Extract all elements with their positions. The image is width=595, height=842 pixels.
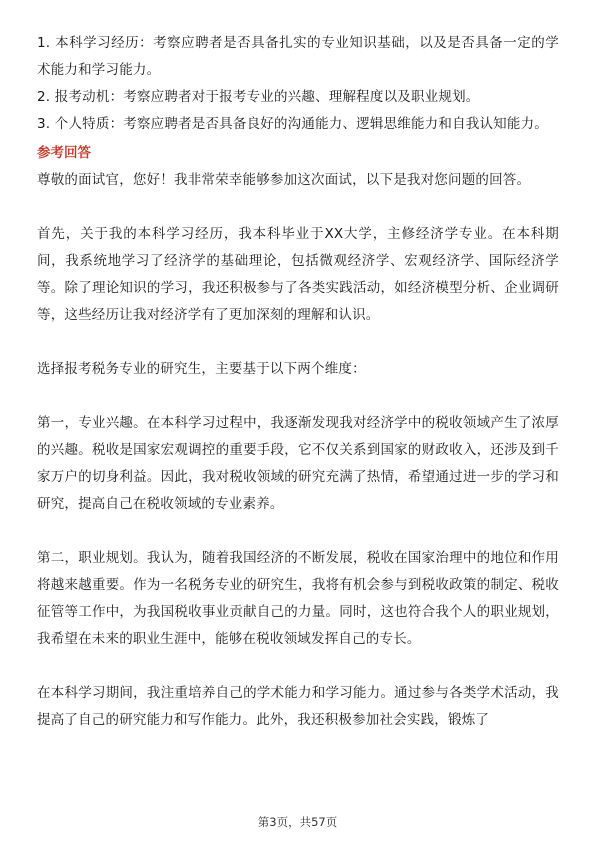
academic-ability-paragraph: 在本科学习期间，我注重培养自己的学术能力和学习能力。通过参与各类学术活动，我提高了自己的研究能力和写作能力。此外，我还积极参加社会实践，锻炼了: [37, 685, 559, 728]
paragraph-gap: [37, 653, 559, 680]
paragraph-gap: [37, 194, 559, 221]
paragraph-gap: [37, 383, 559, 410]
paragraph-gap: [37, 329, 559, 356]
page-content: [37, 30, 559, 734]
criteria-item-3: 3. 个人特质：考察应聘者是否具备良好的沟通能力、逻辑思维能力和自我认知能力。: [37, 116, 548, 132]
study-experience-paragraph: 首先，关于我的本科学习经历，我本科毕业于XX大学，主修经济学专业。在本科期间，我系统地学习了经济学的基础理论，包括微观经济学、宏观经济学、国际经济学等。除了理论知识的学习，我还积极参与了各类实践活动，如经济模型分析、企业调研等，这些经历让我对经济学有了更加深刻的理解和认识。: [37, 226, 559, 323]
criteria-item-1: 1. 本科学习经历：考察应聘者是否具备扎实的专业知识基础，以及是否具备一定的学术能力和学习能力。: [37, 35, 559, 78]
motivation-intro-paragraph: 选择报考税务专业的研究生，主要基于以下两个维度：: [37, 361, 366, 377]
criteria-item-2: 2. 报考动机：考察应聘者对于报考专业的兴趣、理解程度以及职业规划。: [37, 89, 480, 105]
greeting-paragraph: 尊敬的面试官，您好！我非常荣幸能够参加这次面试，以下是我对您问题的回答。: [37, 172, 531, 188]
interest-paragraph: 第一，专业兴趣。在本科学习过程中，我逐渐发现我对经济学中的税收领域产生了浓厚的兴趣。税收是国家宏观调控的重要手段，它不仅关系到国家的财政收入，还涉及到千家万户的切身利益。因此，我对税收领域的研究充满了热情，希望通过进一步的学习和研究，提高自己在税收领域的专业素养。: [37, 415, 559, 512]
career-plan-paragraph: 第二，职业规划。我认为，随着我国经济的不断发展，税收在国家治理中的地位和作用将越来越重要。作为一名税务专业的研究生，我将有机会参与到税收政策的制定、税收征管等工作中，为我国税收事业贡献自己的力量。同时，这也符合我个人的职业规划，我希望在未来的职业生涯中，能够在税收领域发挥自己的专长。: [37, 550, 559, 647]
answer-heading: 参考回答: [37, 145, 91, 161]
page-number-footer: 第3页，共57页: [257, 815, 338, 829]
paragraph-gap: [37, 518, 559, 545]
